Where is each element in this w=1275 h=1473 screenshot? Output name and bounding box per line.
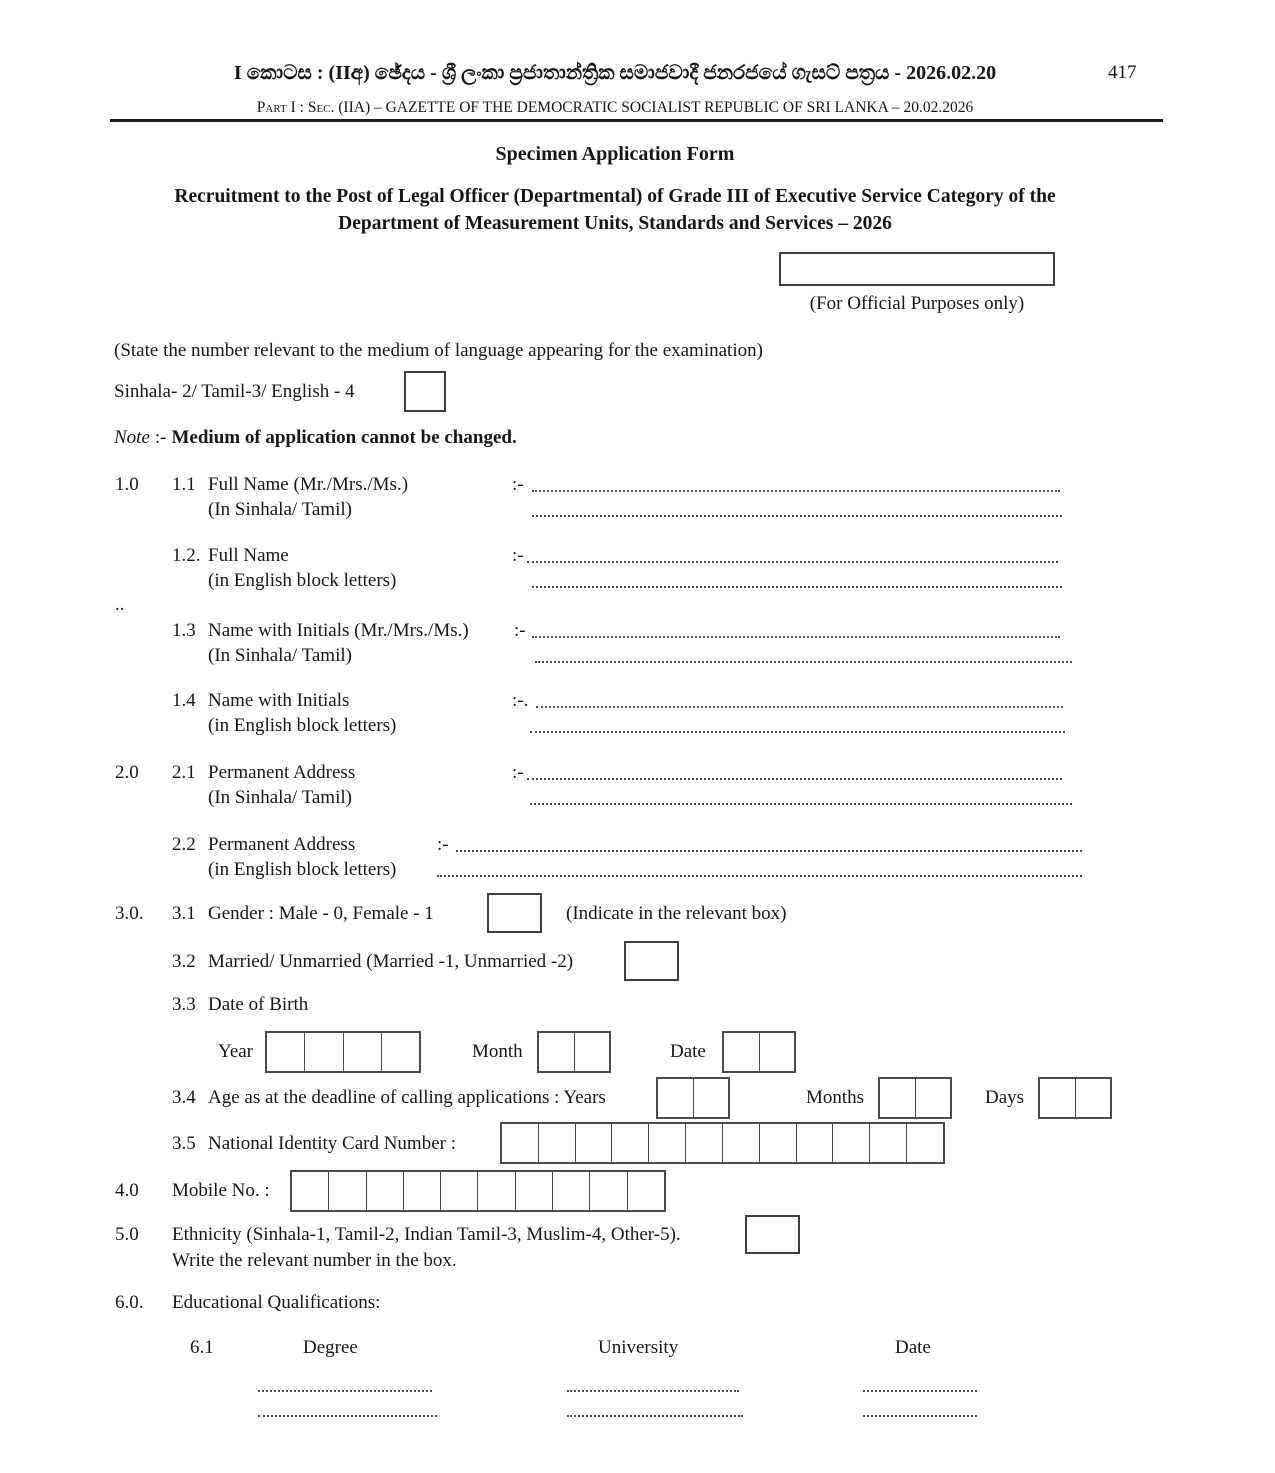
dotted-line [527, 778, 1062, 780]
cell [693, 1079, 729, 1117]
dotted-line [535, 661, 1072, 663]
field-1-2-number: 1.2. [172, 545, 201, 566]
cell [627, 1172, 664, 1210]
university-column-header: University [598, 1337, 679, 1358]
cell [304, 1033, 342, 1071]
age-months-grid [878, 1077, 952, 1119]
medium-options: Sinhala- 2/ Tamil-3/ English - 4 [114, 381, 355, 402]
age-days-label: Days [985, 1087, 1025, 1108]
cell [759, 1033, 795, 1071]
cell [515, 1172, 552, 1210]
recruitment-title-line1: Recruitment to the Post of Legal Officer (Departmental) of Grade III of Executive Service Category of the [174, 186, 1056, 207]
dotted-line [567, 1390, 739, 1392]
field-3-5-label: National Identity Card Number : [208, 1133, 456, 1154]
field-3-5-number: 3.5 [172, 1133, 196, 1154]
field-1-1-number: 1.1 [172, 474, 196, 495]
dotted-line [536, 706, 1063, 708]
dob-date-label: Date [670, 1041, 706, 1062]
cell [574, 1033, 610, 1071]
field-1-4-label: Name with Initials [208, 690, 350, 711]
field-1-3-number: 1.3 [172, 620, 196, 641]
gazette-header-part-sec: Part I : Sec. (IIA) [256, 99, 371, 116]
marital-status-write-in-box [624, 941, 679, 981]
ethnicity-write-in-box [745, 1215, 800, 1254]
cell [611, 1124, 648, 1162]
field-2-1-label: Permanent Address [208, 762, 356, 783]
cell [575, 1124, 612, 1162]
cell [589, 1172, 626, 1210]
dob-month-label: Month [472, 1041, 523, 1062]
field-2-1-number: 2.1 [172, 762, 196, 783]
section-2-number: 2.0 [115, 762, 139, 783]
recruitment-title-line2: Department of Measurement Units, Standards and Services – 2026 [338, 213, 892, 234]
field-3-4-number: 3.4 [172, 1087, 196, 1108]
medium-write-in-box [404, 371, 446, 412]
cell [343, 1033, 381, 1071]
dotted-line [456, 850, 1082, 852]
gazette-header-sinhala: I කොටස : (IIඅ) ඡේදය - ශ්‍රී ලංකා ප්‍රජාතාන්ත්‍රික සමාජවාදී ජනරජයේ ගැසට් පත්‍රය - 2026.02.20 [233, 62, 997, 84]
field-1-4-sublabel: (in English block letters) [208, 715, 397, 736]
field-2-2-label: Permanent Address [208, 834, 356, 855]
form-title: Specimen Application Form [495, 143, 735, 165]
field-6-1-number: 6.1 [190, 1337, 214, 1358]
field-3-4-label: Age as at the deadline of calling applications : Years [208, 1087, 606, 1108]
dotted-line [530, 731, 1065, 733]
age-months-label: Months [806, 1087, 865, 1108]
cell [538, 1124, 575, 1162]
medium-note [114, 427, 517, 450]
field-3-2-number: 3.2 [172, 951, 196, 972]
field-2-1-sublabel: (In Sinhala/ Tamil) [208, 787, 352, 808]
cell [328, 1172, 365, 1210]
dotted-line [567, 1415, 743, 1417]
dotted-line [863, 1390, 977, 1392]
dotted-line [258, 1415, 437, 1417]
mobile-grid [290, 1170, 666, 1212]
field-2-1-colon: :- [512, 762, 524, 783]
dotted-line [863, 1415, 977, 1417]
field-1-1-sublabel: (In Sinhala/ Tamil) [208, 499, 352, 520]
cell [539, 1033, 574, 1071]
field-3-1-label: Gender : Male - 0, Female - 1 [208, 903, 434, 924]
dotted-line [532, 636, 1060, 638]
gazette-header-main: – GAZETTE OF THE DEMOCRATIC SOCIALIST REPUBLIC OF SRI LANKA – 20.02.2026 [370, 99, 974, 116]
cell [880, 1079, 915, 1117]
cell [722, 1124, 759, 1162]
field-1-3-colon: :- [514, 620, 526, 641]
cell [648, 1124, 685, 1162]
cell [366, 1172, 403, 1210]
field-6-0-label: Educational Qualifications: [172, 1292, 381, 1313]
official-use-caption: (For Official Purposes only) [809, 293, 1025, 314]
cell [724, 1033, 759, 1071]
cell [1040, 1079, 1075, 1117]
dotted-line [532, 586, 1062, 588]
field-2-2-colon: :- [437, 834, 449, 855]
dob-year-label: Year [218, 1041, 254, 1062]
cell [759, 1124, 796, 1162]
dotted-line [527, 561, 1058, 563]
cell [869, 1124, 906, 1162]
cell [832, 1124, 869, 1162]
age-years-grid [656, 1077, 730, 1119]
age-days-grid [1038, 1077, 1112, 1119]
field-3-3-label: Date of Birth [208, 994, 309, 1015]
field-1-2-sublabel: (in English block letters) [208, 570, 397, 591]
note-label: Note [114, 427, 150, 448]
field-1-2-colon: :- [512, 545, 524, 566]
field-1-1-label: Full Name (Mr./Mrs./Ms.) [208, 474, 409, 495]
field-1-4-number: 1.4 [172, 690, 196, 711]
margin-mark: .. [115, 594, 125, 615]
section-6-number: 6.0. [115, 1292, 144, 1313]
field-3-1-hint: (Indicate in the relevant box) [566, 903, 787, 924]
field-3-3-number: 3.3 [172, 994, 196, 1015]
cell [381, 1033, 419, 1071]
cell [267, 1033, 304, 1071]
field-3-2-label: Married/ Unmarried (Married -1, Unmarried -2) [208, 951, 574, 972]
gender-write-in-box [487, 893, 542, 933]
note-separator: :- [154, 427, 167, 448]
cell [552, 1172, 589, 1210]
field-4-0-label: Mobile No. : [172, 1180, 270, 1201]
medium-instruction: (State the number relevant to the medium of language appearing for the examination) [114, 340, 763, 361]
section-4-number: 4.0 [115, 1180, 139, 1201]
dotted-line [530, 803, 1072, 805]
field-1-1-colon: :- [512, 474, 524, 495]
cell [915, 1079, 951, 1117]
field-1-2-label: Full Name [208, 545, 289, 566]
field-3-1-number: 3.1 [172, 903, 196, 924]
cell [502, 1124, 538, 1162]
dob-date-grid [722, 1031, 796, 1073]
section-1-number: 1.0 [115, 474, 139, 495]
field-2-2-sublabel: (in English block letters) [208, 859, 397, 880]
dotted-line [532, 515, 1062, 517]
date-column-header: Date [895, 1337, 931, 1358]
gazette-header-english [115, 99, 1115, 117]
field-1-3-sublabel: (In Sinhala/ Tamil) [208, 645, 352, 666]
section-5-number: 5.0 [115, 1224, 139, 1245]
header-rule [110, 119, 1163, 122]
field-1-4-colon: :-. [512, 690, 529, 711]
cell [658, 1079, 693, 1117]
dob-year-grid [265, 1031, 421, 1073]
dotted-line [532, 490, 1060, 492]
cell [685, 1124, 722, 1162]
cell [1075, 1079, 1111, 1117]
cell [292, 1172, 328, 1210]
degree-column-header: Degree [303, 1337, 358, 1358]
field-1-3-label: Name with Initials (Mr./Mrs./Ms.) [208, 620, 469, 641]
field-2-2-number: 2.2 [172, 834, 196, 855]
cell [403, 1172, 440, 1210]
cell [796, 1124, 833, 1162]
cell [906, 1124, 943, 1162]
official-use-box [779, 252, 1055, 286]
nic-grid [500, 1122, 945, 1164]
cell [477, 1172, 514, 1210]
dotted-line [258, 1390, 432, 1392]
dob-month-grid [537, 1031, 611, 1073]
field-5-0-label: Ethnicity (Sinhala-1, Tamil-2, Indian Tamil-3, Muslim-4, Other-5). [172, 1224, 681, 1245]
section-3-number: 3.0. [115, 903, 144, 924]
page-number: 417 [1108, 62, 1137, 83]
field-5-0-line2: Write the relevant number in the box. [172, 1250, 457, 1271]
note-text: Medium of application cannot be changed. [171, 427, 517, 448]
cell [440, 1172, 477, 1210]
dotted-line [437, 875, 1082, 877]
